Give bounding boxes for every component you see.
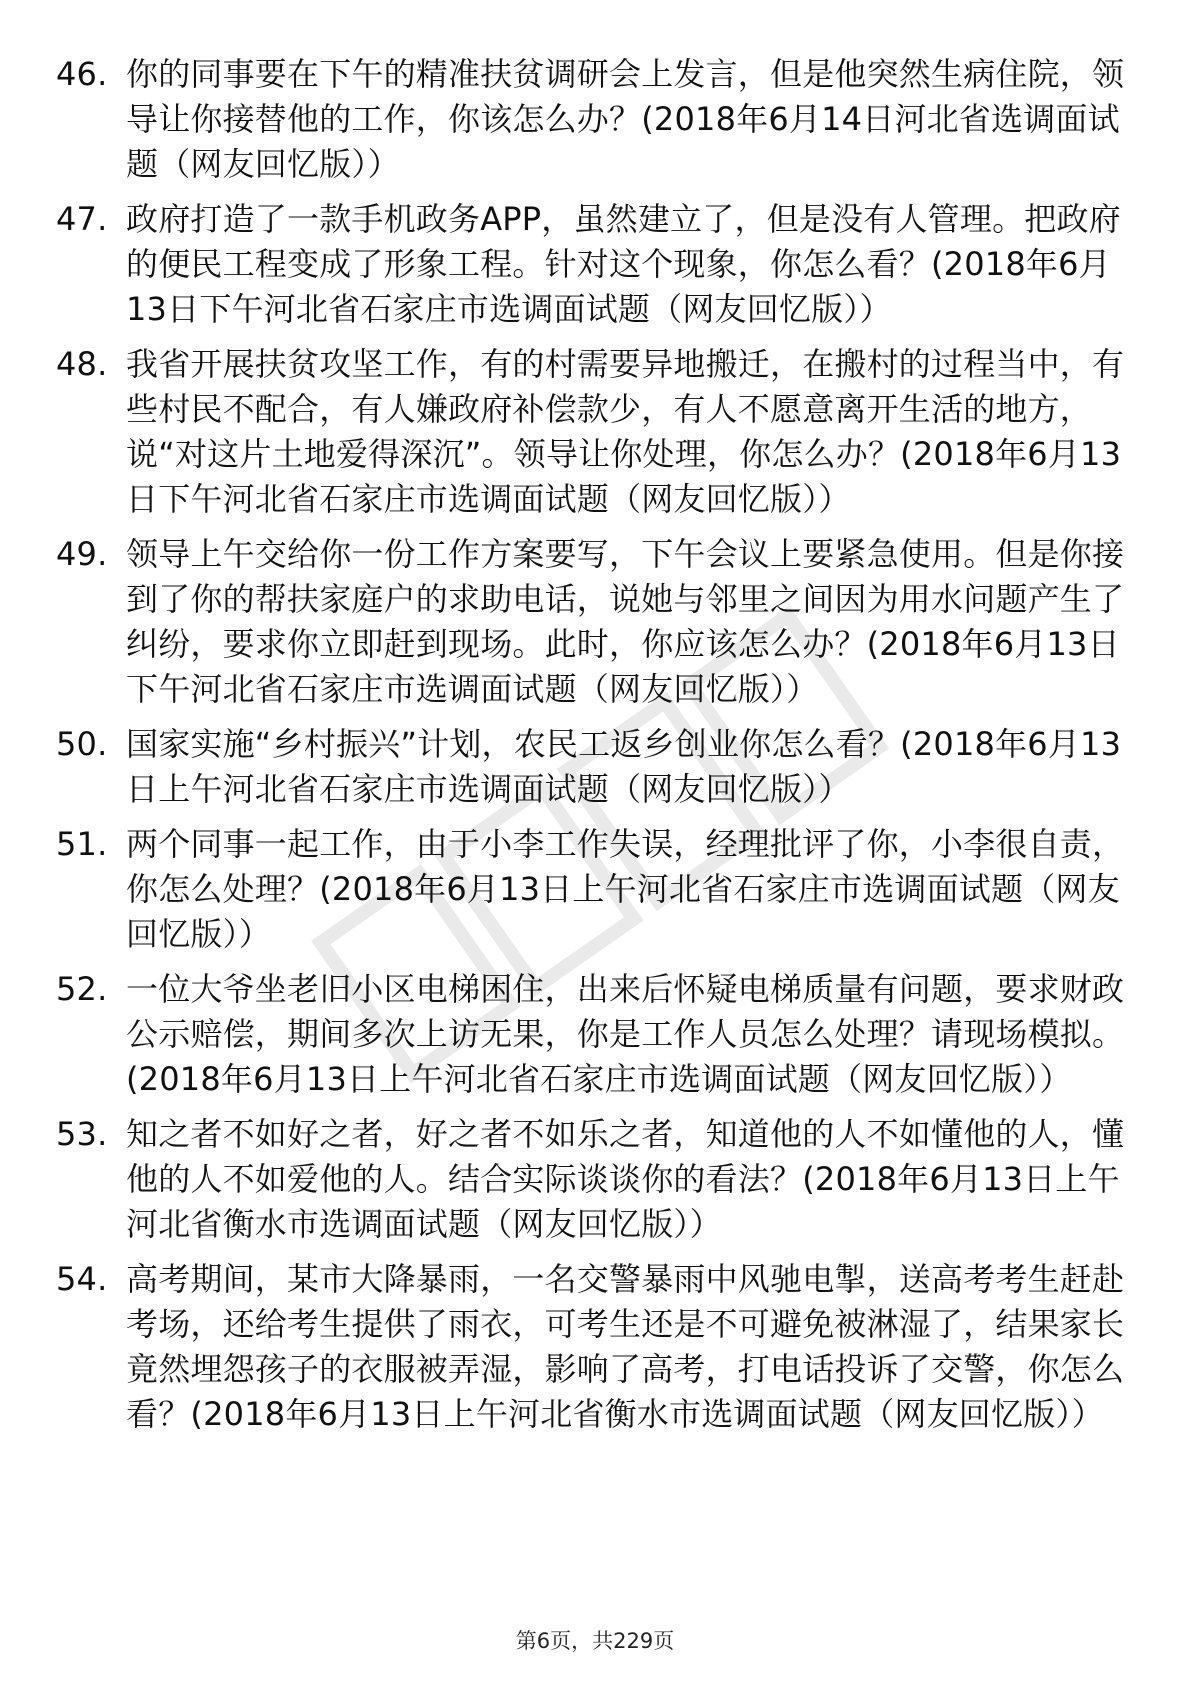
question-item bbox=[56, 197, 1131, 332]
question-item bbox=[56, 342, 1131, 522]
question-number: 49. bbox=[56, 535, 108, 573]
question-item bbox=[56, 1257, 1131, 1437]
page-number-label: 第6页，共229页 bbox=[515, 1629, 675, 1653]
question-text: 政府打造了一款手机政务APP，虽然建立了，但是没有人管理。把政府的便民工程变成了形象工程。针对这个现象，你怎么看？(2018年6月13日下午河北省石家庄市选调面试题（网友回忆版）） bbox=[126, 200, 1121, 328]
question-item bbox=[56, 967, 1131, 1102]
question-item bbox=[56, 1112, 1131, 1247]
question-item bbox=[56, 722, 1131, 812]
question-number: 54. bbox=[56, 1260, 108, 1298]
question-number: 53. bbox=[56, 1115, 108, 1153]
question-text: 你的同事要在下午的精准扶贫调研会上发言，但是他突然生病住院，领导让你接替他的工作，你该怎么办？(2018年6月14日河北省选调面试题（网友回忆版）） bbox=[126, 55, 1125, 183]
question-item bbox=[56, 52, 1131, 187]
question-text: 我省开展扶贫攻坚工作，有的村需要异地搬迁，在搬村的过程当中，有些村民不配合，有人嫌政府补偿款少，有人不愿意离开生活的地方，说“对这片土地爱得深沉”。领导让你处理，你怎么办？(2018年6月13日下午河北省石家庄市选调面试题（网友回忆版）） bbox=[126, 345, 1125, 518]
question-text: 国家实施“乡村振兴”计划，农民工返乡创业你怎么看？(2018年6月13日上午河北省石家庄市选调面试题（网友回忆版）） bbox=[126, 725, 1122, 808]
question-text: 知之者不如好之者，好之者不如乐之者，知道他的人不如懂他的人，懂他的人不如爱他的人。结合实际谈谈你的看法？(2018年6月13日上午河北省衡水市选调面试题（网友回忆版）） bbox=[126, 1115, 1125, 1243]
question-number: 46. bbox=[56, 55, 108, 93]
question-number: 47. bbox=[56, 200, 108, 238]
question-text: 领导上午交给你一份工作方案要写，下午会议上要紧急使用。但是你接到了你的帮扶家庭户的求助电话，说她与邻里之间因为用水问题产生了纠纷，要求你立即赶到现场。此时，你应该怎么办？(2018年6月13日下午河北省石家庄市选调面试题（网友回忆版）） bbox=[126, 535, 1125, 708]
question-item bbox=[56, 822, 1131, 957]
question-number: 51. bbox=[56, 825, 108, 863]
question-text: 一位大爷坐老旧小区电梯困住，出来后怀疑电梯质量有问题，要求财政公示赔偿，期间多次上访无果，你是工作人员怎么处理？请现场模拟。(2018年6月13日上午河北省石家庄市选调面试题（网友回忆版）） bbox=[126, 970, 1125, 1098]
question-list bbox=[56, 52, 1131, 1447]
question-item bbox=[56, 532, 1131, 712]
question-number: 48. bbox=[56, 345, 108, 383]
question-text: 高考期间，某市大降暴雨，一名交警暴雨中风驰电掣，送高考考生赶赴考场，还给考生提供了雨衣，可考生还是不可避免被淋湿了，结果家长竟然埋怨孩子的衣服被弄湿，影响了高考，打电话投诉了交警，你怎么看？(2018年6月13日上午河北省衡水市选调面试题（网友回忆版）） bbox=[126, 1260, 1125, 1433]
question-text: 两个同事一起工作，由于小李工作失误，经理批评了你，小李很自责，你怎么处理？(2018年6月13日上午河北省石家庄市选调面试题（网友回忆版）） bbox=[126, 825, 1125, 953]
question-number: 52. bbox=[56, 970, 108, 1008]
page-footer bbox=[0, 1627, 1190, 1655]
question-number: 50. bbox=[56, 725, 108, 763]
